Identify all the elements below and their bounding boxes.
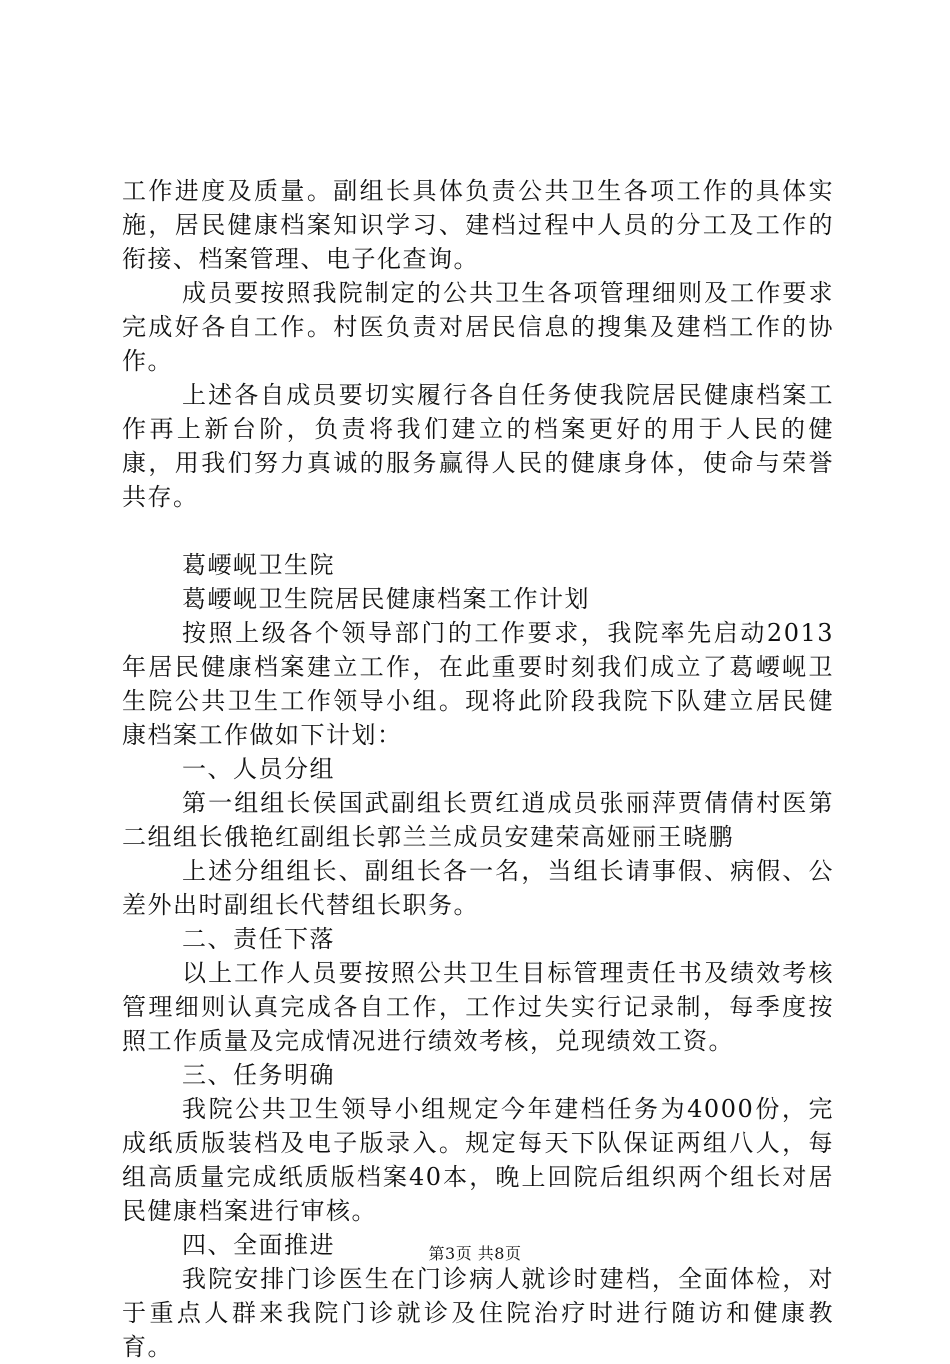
- paragraph-intro: 按照上级各个领导部门的工作要求，我院率先启动2013年居民健康档案建立工作，在此重要时刻我们成立了葛崾岘卫生院公共卫生工作领导小组。现将此阶段我院下队建立居民健康档案工作做如下计划：: [122, 619, 834, 749]
- page-footer: 第3页 共8页: [428, 1244, 522, 1263]
- section-heading-3: 三、任务明确: [182, 1061, 335, 1089]
- document-body: [122, 174, 834, 1364]
- paragraph-responsibility: 以上工作人员要按照公共卫生目标管理责任书及绩效考核管理细则认真完成各自工作，工作过失实行记录制，每季度按照工作质量及完成情况进行绩效考核，兑现绩效工资。: [122, 959, 834, 1055]
- section-heading-1: 一、人员分组: [182, 755, 335, 783]
- signature-line: 葛崾岘卫生院: [182, 551, 335, 579]
- paragraph-top-1: 工作进度及质量。副组长具体负责公共卫生各项工作的具体实施，居民健康档案知识学习、建档过程中人员的分工及工作的衔接、档案管理、电子化查询。: [122, 177, 834, 273]
- section-heading-2: 二、责任下落: [182, 925, 335, 953]
- paragraph-groups: 第一组组长侯国武副组长贾红逍成员张丽萍贾倩倩村医第二组组长俄艳红副组长郭兰兰成员安建荣高娅丽王晓鹏: [122, 789, 834, 851]
- paragraph-group-rules: 上述分组组长、副组长各一名，当组长请事假、病假、公差外出时副组长代替组长职务。: [122, 857, 834, 919]
- section-spacer: [122, 514, 834, 548]
- paragraph-top-3: 上述各自成员要切实履行各自任务使我院居民健康档案工作再上新台阶，负责将我们建立的档案更好的用于人民的健康，用我们努力真诚的服务赢得人民的健康身体，使命与荣誉共存。: [122, 381, 834, 511]
- document-title: 葛崾岘卫生院居民健康档案工作计划: [182, 585, 590, 613]
- paragraph-advance: 我院安排门诊医生在门诊病人就诊时建档，全面体检，对于重点人群来我院门诊就诊及住院治疗时进行随访和健康教育。: [122, 1265, 834, 1361]
- paragraph-tasks: 我院公共卫生领导小组规定今年建档任务为4000份，完成纸质版装档及电子版录入。规定每天下队保证两组八人，每组高质量完成纸质版档案40本，晚上回院后组织两个组长对居民健康档案进行审核。: [122, 1095, 834, 1225]
- paragraph-top-2: 成员要按照我院制定的公共卫生各项管理细则及工作要求完成好各自工作。村医负责对居民信息的搜集及建档工作的协作。: [122, 279, 834, 375]
- section-heading-4: 四、全面推进: [182, 1231, 335, 1259]
